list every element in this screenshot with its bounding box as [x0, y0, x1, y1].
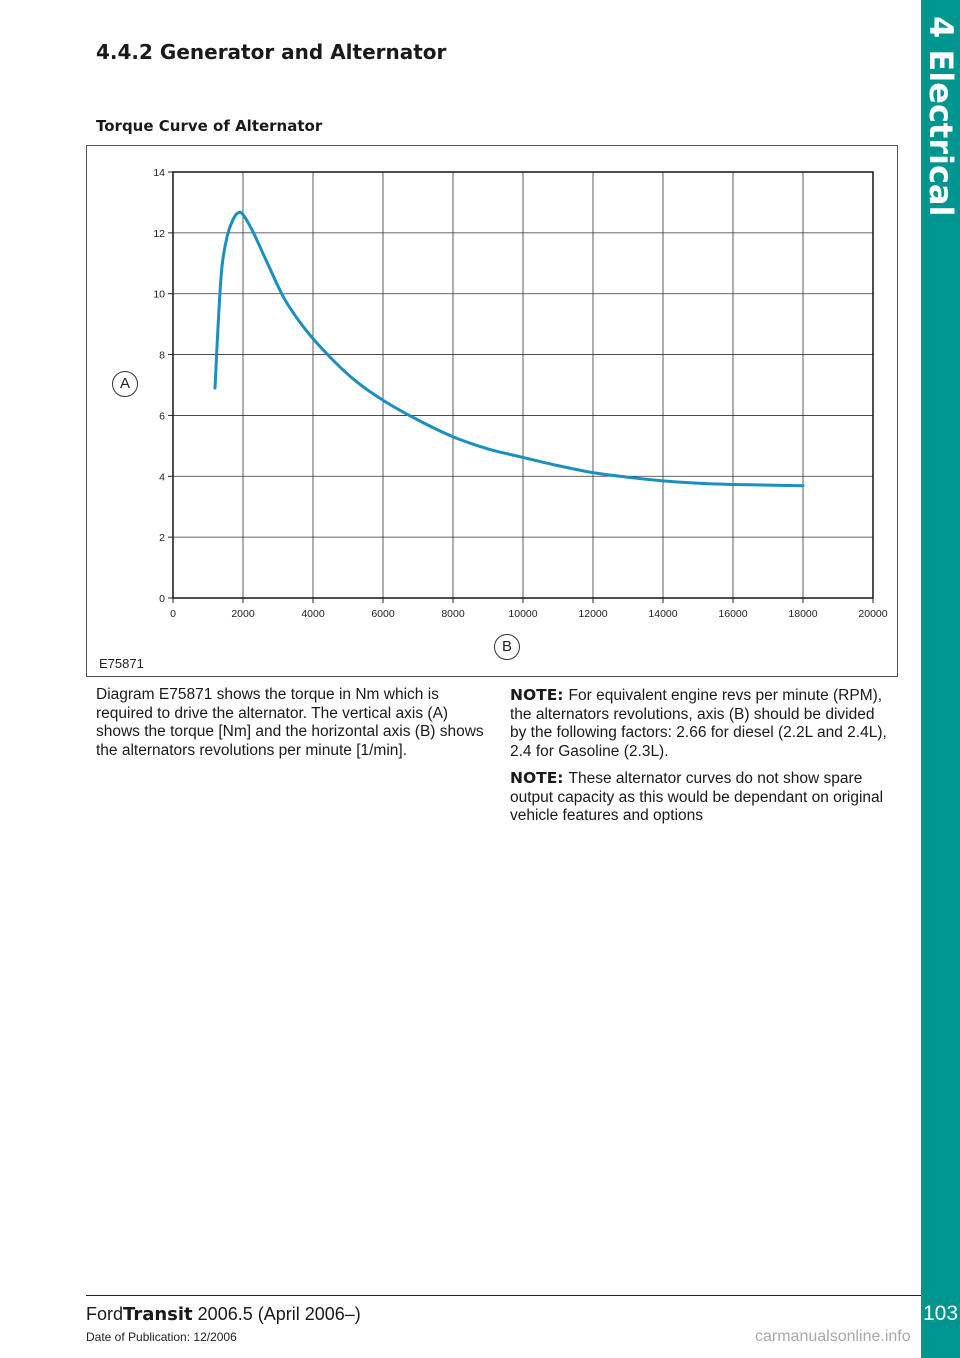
chart-series [215, 212, 803, 486]
note-1 [510, 686, 895, 761]
y-tick-label: 10 [153, 288, 165, 301]
notes-column [510, 686, 895, 834]
axis-b-callout: B [494, 634, 520, 660]
footer-model [86, 1304, 361, 1325]
chart-grid [173, 172, 873, 598]
axis-a-callout: A [112, 371, 138, 397]
y-tick-label: 8 [159, 349, 165, 362]
figure-frame [86, 145, 898, 677]
y-tick-label: 2 [159, 532, 165, 545]
y-tick-label: 4 [159, 471, 165, 484]
chart-axes [168, 172, 873, 603]
section-title: 4.4.2 Generator and Alternator [96, 40, 447, 64]
note-2-text: These alternator curves do not show spare output capacity as this would be dependant on original vehicle features and options [510, 770, 884, 824]
note-1-label: NOTE: [510, 686, 564, 704]
x-tick-label: 6000 [371, 608, 395, 620]
figure-id: E75871 [99, 656, 144, 671]
torque-chart [87, 146, 897, 676]
x-tick-label: 10000 [508, 608, 538, 620]
chapter-label: 4 Electrical [922, 16, 960, 217]
chart-tick-labels [153, 167, 887, 620]
x-tick-label: 14000 [648, 608, 678, 620]
page-number: 103 [922, 1302, 959, 1325]
y-tick-label: 0 [159, 593, 165, 605]
footer-publication-date: Date of Publication: 12/2006 [86, 1330, 237, 1344]
watermark: carmanualsonline.info [755, 1328, 911, 1345]
y-tick-label: 12 [153, 227, 165, 240]
chapter-side-tab [921, 0, 960, 1358]
x-tick-label: 18000 [788, 608, 818, 620]
footer-divider [86, 1295, 921, 1296]
x-tick-label: 12000 [578, 608, 608, 620]
y-tick-label: 14 [153, 167, 165, 179]
description-column [96, 686, 486, 768]
x-tick-label: 16000 [718, 608, 748, 620]
footer-brand: Ford [86, 1304, 124, 1324]
note-2 [510, 769, 895, 826]
y-tick-label: 6 [159, 410, 165, 423]
x-tick-label: 0 [170, 608, 176, 620]
note-2-label: NOTE: [510, 769, 564, 787]
footer-edition: 2006.5 (April 2006–) [197, 1304, 361, 1324]
x-tick-label: 4000 [301, 608, 325, 620]
figure-title: Torque Curve of Alternator [96, 117, 323, 135]
x-tick-label: 20000 [858, 608, 888, 620]
torque-curve-line [215, 212, 803, 486]
x-tick-label: 2000 [231, 608, 255, 620]
note-1-text: For equivalent engine revs per minute (RPM), the alternators revolutions, axis (B) should be divided by the following factors: 2.66 for diesel (2.2L and 2.4L), 2.4 for Gasoline (2.3L). [510, 687, 887, 760]
footer-model-name: Transit [123, 1304, 193, 1325]
description-paragraph: Diagram E75871 shows the torque in Nm which is required to drive the alternator. The vertical axis (A) shows the torque [Nm] and the horizontal axis (B) shows the alternators revolutions per minute [1/min]. [96, 686, 484, 759]
x-tick-label: 8000 [441, 608, 465, 620]
